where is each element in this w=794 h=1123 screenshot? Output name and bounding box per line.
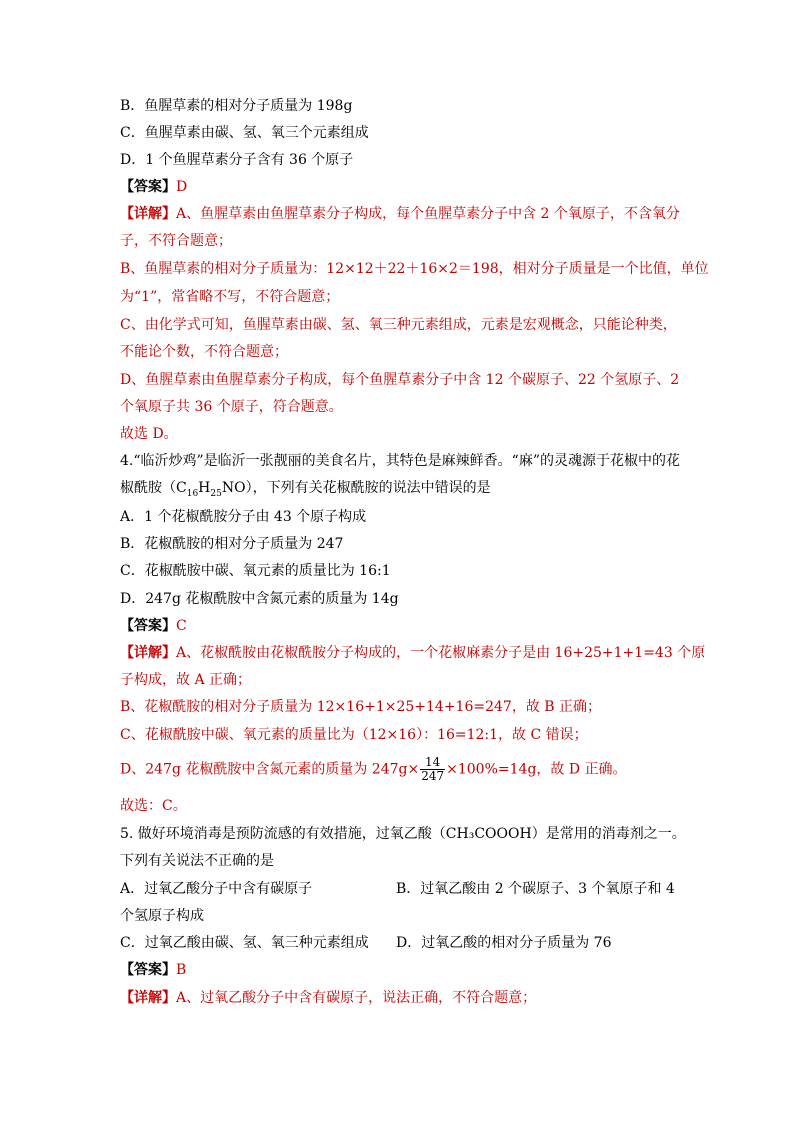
q4-option-d: D．247g 花椒酰胺中含氮元素的质量为 14g xyxy=(120,591,399,607)
q4-detail-c: C、花椒酰胺中碳、氧元素的质量比为（12×16）：16=12:1，故 C 错误； xyxy=(120,727,588,743)
q3-detail-a-line1 xyxy=(120,204,680,224)
fraction-numerator: 14 xyxy=(420,756,445,770)
q3-detail-c-line2: 不能论个数，不符合题意； xyxy=(120,344,288,360)
q3-detail-c-line1: C、由化学式可知，鱼腥草素由碳、氢、氧三种元素组成，元素是宏观概念，只能论种类， xyxy=(120,317,677,333)
q4-detail-a-line2: 子构成，故 A 正确； xyxy=(120,672,252,688)
q5-option-b: B．过氧乙酸由 2 个碳原子、3 个氧原子和 4 xyxy=(396,881,675,897)
q5-options-row2 xyxy=(120,933,680,953)
fraction xyxy=(420,756,445,783)
detail-text: A、花椒酰胺由花椒酰胺分子构成的，一个花椒麻素分子是由 16+25+1+1=43 个原 xyxy=(176,645,706,661)
q5-option-c: C．过氧乙酸由碳、氢、氧三种元素组成 xyxy=(120,935,369,951)
formula-c-subscript: 16 xyxy=(186,488,199,499)
q3-detail-a-line2: 子，不符合题意； xyxy=(120,233,232,249)
formula-c: C xyxy=(176,480,187,496)
detail-label: 【详解】 xyxy=(120,645,176,661)
q5-stem-line2: 下列有关说法不正确的是 xyxy=(120,853,274,869)
q4-stem-prefix: 椒酰胺（ xyxy=(120,480,176,496)
q4-conclusion: 故选：C。 xyxy=(120,798,187,814)
answer-label: 【答案】 xyxy=(120,179,176,195)
answer-value: B xyxy=(176,962,187,978)
formula-h: H xyxy=(198,480,211,496)
q4-detail-b: B、花椒酰胺的相对分子质量为 12×16+1×25+14+16=247，故 B 正确； xyxy=(120,699,602,715)
answer-label: 【答案】 xyxy=(120,618,176,634)
q3-detail-b-line2: 为“1”，常省略不写，不符合题意； xyxy=(120,289,340,305)
detail-label: 【详解】 xyxy=(120,990,176,1006)
q4-detail-d-prefix: D、247g 花椒酰胺中含氮元素的质量为 247g× xyxy=(120,761,420,778)
q3-option-d: D．1 个鱼腥草素分子含有 36 个原子 xyxy=(120,152,354,168)
q5-answer xyxy=(120,960,680,980)
q4-detail-d xyxy=(120,756,680,783)
q4-stem-line1: 4.“临沂炒鸡”是临沂一张靓丽的美食名片，其特色是麻辣鲜香。“麻”的灵魂源于花椒中的花 xyxy=(120,453,680,469)
answer-value: C xyxy=(176,618,187,634)
q5-option-d: D．过氧乙酸的相对分子质量为 76 xyxy=(396,935,612,951)
q3-option-c: C．鱼腥草素由碳、氢、氧三个元素组成 xyxy=(120,125,369,141)
q4-answer xyxy=(120,616,680,636)
fraction-denominator: 247 xyxy=(421,769,445,783)
q5-options-row1 xyxy=(120,879,680,899)
q4-option-b: B．花椒酰胺的相对分子质量为 247 xyxy=(120,536,344,552)
q3-detail-d-line2: 个氧原子共 36 个原子，符合题意。 xyxy=(120,399,343,415)
q4-detail-d-suffix: ×100%=14g，故 D 正确。 xyxy=(446,761,627,778)
q3-conclusion: 故选 D。 xyxy=(120,426,178,442)
q3-option-b: B．鱼腥草素的相对分子质量为 198g xyxy=(120,98,353,114)
q5-option-b-line2: 个氢原子构成 xyxy=(120,908,204,924)
detail-text: A、鱼腥草素由鱼腥草素分子构成，每个鱼腥草素分子中含 2 个氧原子，不含氧分 xyxy=(176,206,680,222)
q5-detail-a xyxy=(120,988,680,1008)
formula-rest: NO xyxy=(221,480,246,496)
q3-detail-b-line1: B、鱼腥草素的相对分子质量为：12×12＋22＋16×2＝198，相对分子质量是一个比值，单位 xyxy=(120,261,709,277)
formula-h-subscript: 25 xyxy=(210,488,222,499)
q5-stem-line1: 5. 做好环境消毒是预防流感的有效措施，过氧乙酸（CH₃COOOH）是常用的消毒剂之一。 xyxy=(120,826,686,842)
q4-detail-a-line1 xyxy=(120,643,706,663)
q4-stem-line2 xyxy=(120,478,680,504)
q4-chemical-formula xyxy=(176,480,246,499)
q5-option-a: A．过氧乙酸分子中含有碳原子 xyxy=(120,881,313,897)
detail-text: A、过氧乙酸分子中含有碳原子，说法正确，不符合题意； xyxy=(176,990,537,1006)
q3-answer xyxy=(120,177,680,197)
answer-value: D xyxy=(176,179,188,195)
answer-label: 【答案】 xyxy=(120,962,176,978)
q4-option-c: C．花椒酰胺中碳、氧元素的质量比为 16:1 xyxy=(120,563,391,579)
q3-detail-d-line1: D、鱼腥草素由鱼腥草素分子构成，每个鱼腥草素分子中含 12 个碳原子、22 个氢原子、2 xyxy=(120,372,680,388)
q4-option-a: A．1 个花椒酰胺分子由 43 个原子构成 xyxy=(120,509,367,525)
q4-stem-suffix: ），下列有关花椒酰胺的说法中错误的是 xyxy=(245,480,491,496)
detail-label: 【详解】 xyxy=(120,206,176,222)
